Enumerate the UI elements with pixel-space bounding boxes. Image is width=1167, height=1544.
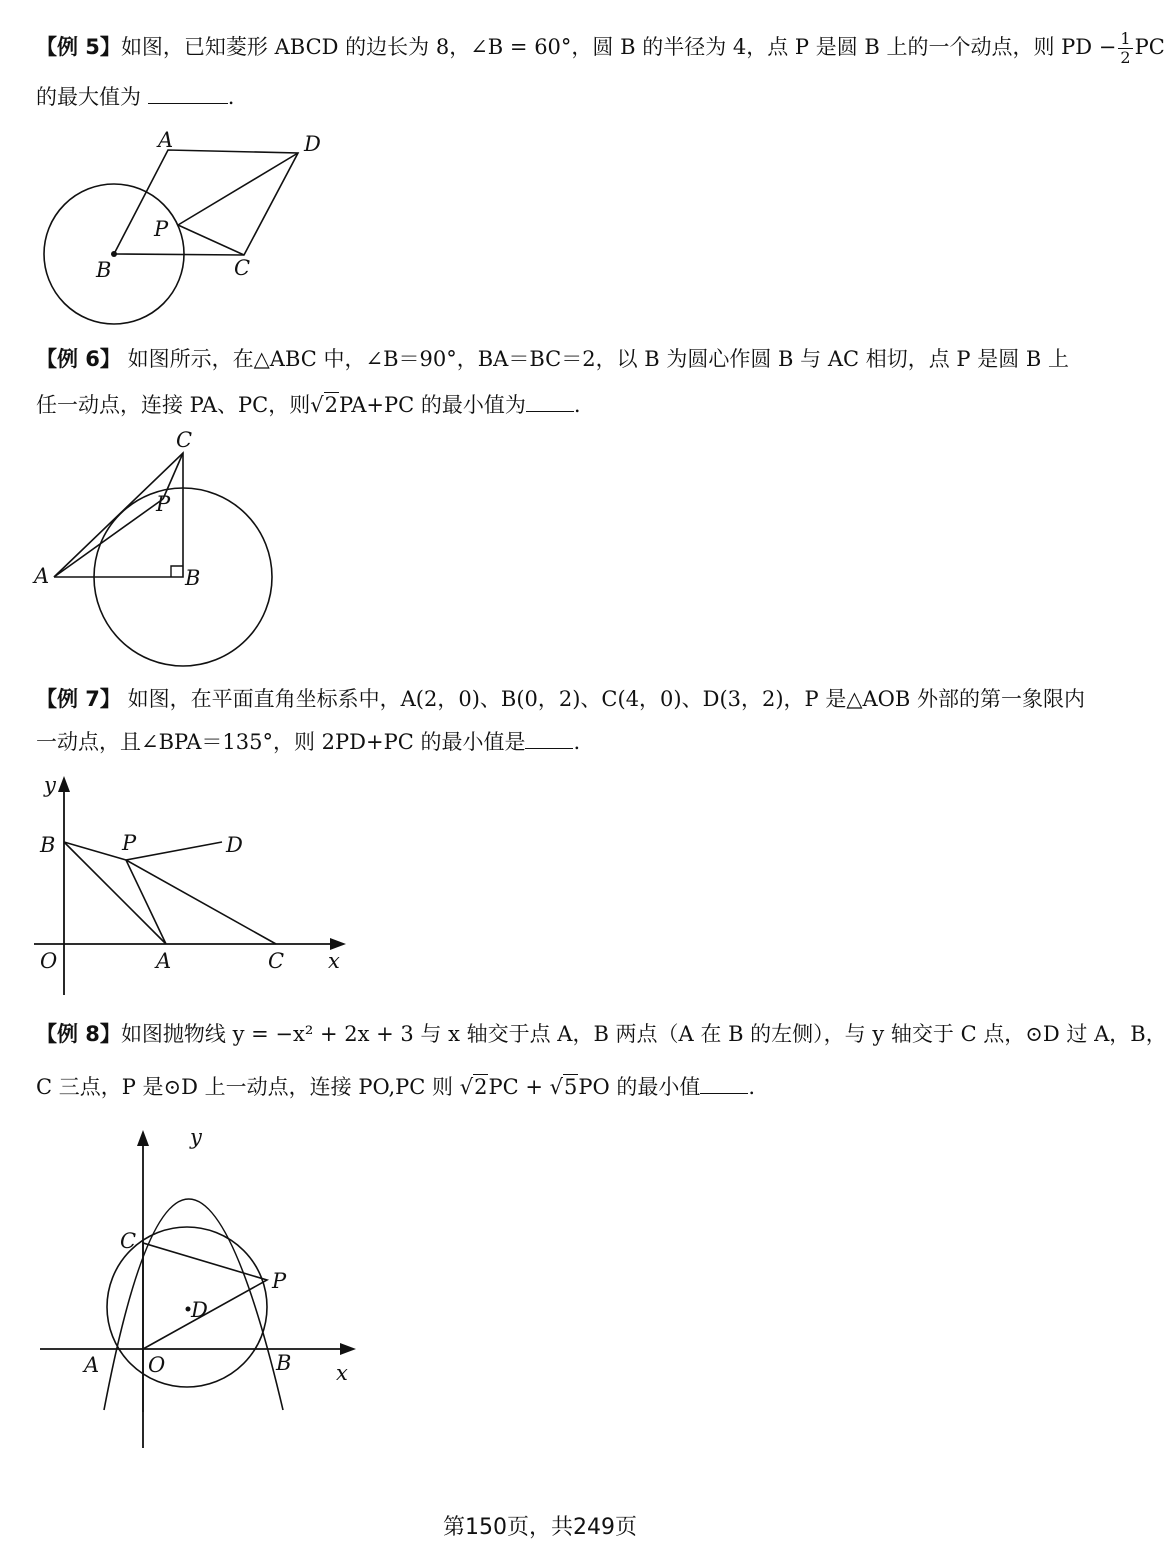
ex7-label-c: C bbox=[268, 949, 285, 973]
ex6-sqrt: √2 bbox=[310, 393, 339, 417]
ex7-label-p: P bbox=[122, 831, 137, 855]
ex7-text-2: 一动点，且∠BPA＝135°，则 2PD+PC 的最小值是 bbox=[36, 730, 526, 754]
ex7-answer-blank bbox=[525, 730, 573, 749]
ex8-text-1: 如图抛物线 y = −x² + 2x + 3 与 x 轴交于点 A，B 两点（A 在 B 的左侧），与 y 轴交于 C 点，⊙D 过 A，B， bbox=[120, 1022, 1167, 1046]
ex6-diagram bbox=[30, 425, 290, 670]
ex8-diagram bbox=[30, 1120, 370, 1455]
ex8-sqrt2: √2 bbox=[459, 1075, 488, 1099]
ex6-line2 bbox=[36, 392, 1036, 418]
ex7-tag: 【例 7】 bbox=[36, 687, 121, 711]
ex7-label-o: O bbox=[40, 949, 58, 973]
ex6-period: . bbox=[573, 393, 581, 417]
ex8-line1 bbox=[36, 1021, 1167, 1047]
ex5-rhombus bbox=[114, 150, 298, 255]
ex5-segment-pc bbox=[178, 225, 244, 255]
ex7-label-d: D bbox=[226, 833, 243, 857]
ex8-sqrt2-radicand: 2 bbox=[474, 1075, 488, 1099]
ex6-tag: 【例 6】 bbox=[36, 347, 121, 371]
ex5-line2 bbox=[36, 84, 1036, 110]
ex8-label-a: A bbox=[84, 1353, 100, 1377]
ex8-x-arrow bbox=[340, 1343, 356, 1355]
ex8-figure bbox=[30, 1120, 370, 1459]
ex8-label-d: D bbox=[191, 1298, 208, 1322]
ex7-segment-pd bbox=[126, 842, 222, 860]
ex7-text-1: 如图，在平面直角坐标系中，A(2，0)、B(0，2)、C(4，0)、D(3，2)，P 是△AOB 外部的第一象限内 bbox=[127, 687, 1085, 711]
ex8-segments-cp-po bbox=[143, 1243, 267, 1412]
ex5-label-d: D bbox=[304, 132, 321, 156]
ex6-answer-blank bbox=[526, 393, 574, 412]
ex8-label-b: B bbox=[276, 1351, 292, 1375]
ex5-label-c: C bbox=[234, 256, 251, 280]
ex5-label-a: A bbox=[158, 128, 174, 152]
ex7-diagram bbox=[30, 770, 360, 1000]
ex6-figure bbox=[30, 425, 290, 674]
ex6-segment-pa bbox=[54, 499, 163, 577]
ex8-tag: 【例 8】 bbox=[36, 1022, 121, 1046]
ex7-y-arrow bbox=[58, 776, 70, 792]
ex5-period: . bbox=[227, 85, 235, 109]
ex7-segment-pa bbox=[126, 860, 166, 944]
ex7-segment-pc bbox=[126, 860, 276, 944]
page-footer: 第150页，共249页 bbox=[443, 1515, 637, 1540]
ex8-text-2b: PO 的最小值 bbox=[578, 1075, 701, 1099]
ex6-label-c: C bbox=[176, 428, 193, 452]
ex7-label-y: y bbox=[44, 773, 56, 797]
ex5-tag: 【例 5】 bbox=[36, 35, 121, 59]
ex6-label-p: P bbox=[156, 492, 171, 516]
ex5-fraction bbox=[1118, 30, 1132, 67]
ex6-text-1: 如图所示，在△ABC 中，∠B＝90°，BA＝BC＝2，以 B 为圆心作圆 B 与 AC 相切，点 P 是圆 B 上 bbox=[127, 347, 1070, 371]
ex8-text-mid: PC + bbox=[488, 1075, 543, 1099]
ex7-label-a: A bbox=[156, 949, 172, 973]
ex7-line2 bbox=[36, 729, 1036, 755]
ex6-text-2a: 任一动点，连接 PA、PC，则 bbox=[36, 393, 311, 417]
ex8-answer-blank bbox=[700, 1075, 748, 1094]
ex5-line1 bbox=[36, 29, 1165, 67]
ex8-label-p: P bbox=[272, 1269, 287, 1293]
ex6-label-a: A bbox=[34, 564, 50, 588]
ex7-period: . bbox=[573, 730, 581, 754]
ex6-line1 bbox=[36, 346, 1070, 372]
ex8-line2 bbox=[36, 1074, 1036, 1100]
ex8-y-arrow bbox=[137, 1130, 149, 1146]
ex5-figure bbox=[30, 125, 350, 339]
ex7-figure bbox=[30, 770, 360, 1004]
ex8-period: . bbox=[748, 1075, 756, 1099]
ex7-line1 bbox=[36, 686, 1085, 712]
ex8-label-c: C bbox=[120, 1229, 137, 1253]
ex5-label-p: P bbox=[154, 217, 169, 241]
ex5-text-1: 如图，已知菱形 ABCD 的边长为 8，∠B = 60°，圆 B 的半径为 4，点 P 是圆 B 上的一个动点，则 PD − bbox=[120, 35, 1117, 59]
ex8-center-dot bbox=[186, 1307, 191, 1312]
ex8-label-y: y bbox=[190, 1125, 202, 1149]
ex8-label-x: x bbox=[336, 1361, 348, 1385]
ex7-label-b: B bbox=[40, 833, 56, 857]
ex5-text-1-end: PC bbox=[1134, 35, 1165, 59]
ex8-text-2a: C 三点，P 是⊙D 上一动点，连接 PO,PC 则 bbox=[36, 1075, 453, 1099]
ex5-diagram bbox=[30, 125, 350, 335]
ex5-frac-den: 2 bbox=[1120, 48, 1131, 67]
ex6-text-2b: PA+PC 的最小值为 bbox=[339, 393, 526, 417]
ex5-label-b: B bbox=[96, 258, 112, 282]
ex6-label-b: B bbox=[185, 566, 201, 590]
ex8-sqrt5-radicand: 5 bbox=[564, 1075, 578, 1099]
ex8-label-o: O bbox=[148, 1353, 166, 1377]
ex6-right-angle-mark bbox=[171, 566, 183, 577]
ex5-answer-blank bbox=[148, 85, 228, 104]
ex6-sqrt-radicand: 2 bbox=[324, 393, 339, 417]
ex8-sqrt5: √5 bbox=[549, 1075, 578, 1099]
ex5-center-dot bbox=[111, 251, 117, 257]
ex5-frac-num: 1 bbox=[1120, 29, 1131, 48]
ex5-segment-pd bbox=[178, 153, 298, 225]
ex5-text-2: 的最大值为 bbox=[36, 85, 141, 109]
ex7-label-x: x bbox=[328, 949, 340, 973]
